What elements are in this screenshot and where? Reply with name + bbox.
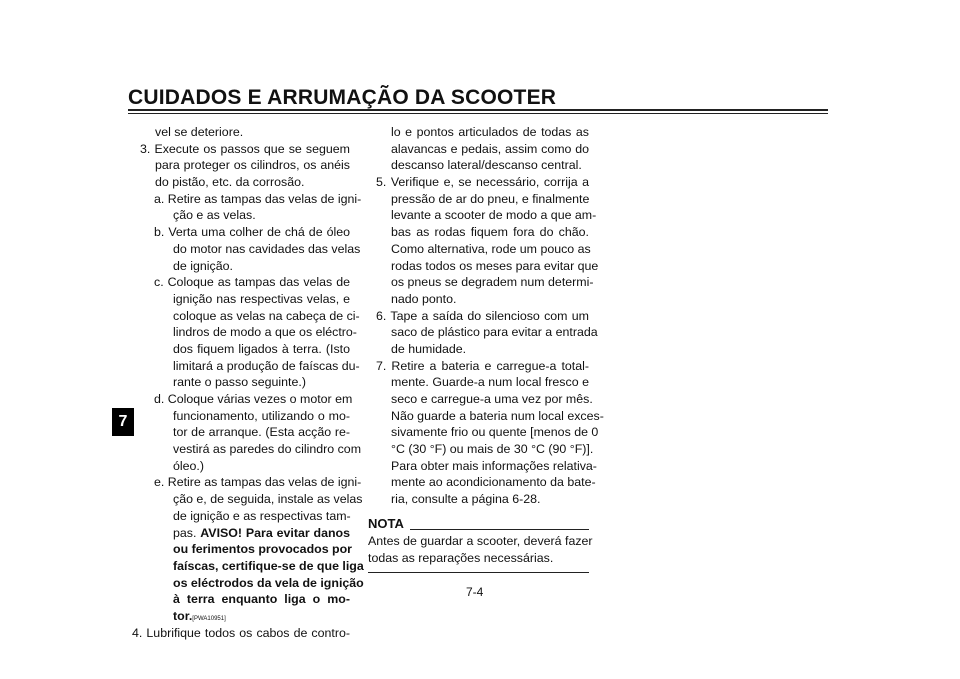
warning-text-1: AVISO! Para evitar danos	[200, 525, 350, 540]
text-line: de ignição e as respectivas tam-	[173, 508, 351, 523]
text-line: funcionamento, utilizando o mo-	[173, 408, 350, 423]
text-line: lindros de modo a que os eléctro-	[173, 325, 357, 340]
text-line: vestirá as paredes do cilindro com	[173, 442, 362, 457]
text-line: 6. Tape a saída do silencioso com um	[376, 308, 589, 323]
page-number: 7-4	[466, 585, 484, 599]
warning-line-3: faíscas, certifique-se de que liga	[173, 558, 364, 573]
text-line: °C (30 °F) ou mais de 30 °C (90 °F)].	[391, 442, 594, 457]
text-line: sivamente frio ou quente [menos de 0	[391, 425, 599, 440]
text-line: saco de plástico para evitar a entrada	[391, 325, 598, 340]
left-column-lines	[132, 124, 363, 525]
text-line: ção e, de seguida, instale as velas	[173, 492, 363, 507]
text-line: do motor nas cavidades das velas	[173, 241, 361, 256]
right-column-lines	[368, 124, 604, 508]
text-line: nado ponto.	[391, 291, 457, 306]
warning-line-1	[132, 525, 350, 542]
text-line: 3. Execute os passos que se seguem	[140, 141, 350, 156]
text-line: Não guarde a bateria num local exces-	[391, 408, 604, 423]
nota-header	[368, 516, 589, 533]
text-line: bas as rodas fiquem fora do chão.	[391, 225, 589, 240]
header-rule-thin	[128, 113, 828, 114]
text-line: alavancas e pedais, assim como do	[391, 141, 589, 156]
nota-rule	[410, 529, 589, 530]
nota-line-1: Antes de guardar a scooter, deverá fazer	[368, 533, 593, 548]
text-line: ria, consulte a página 6-28.	[391, 492, 541, 507]
right-column	[368, 124, 604, 573]
text-line: c. Coloque as tampas das velas de	[154, 275, 350, 290]
text-line: seco e carregue-a uma vez por mês.	[391, 392, 593, 406]
text-line: ção e as velas.	[173, 208, 256, 223]
text-line: 7. Retire a bateria e carregue-a total-	[376, 358, 589, 373]
text-line: Como alternativa, rode um pouco as	[391, 241, 591, 256]
text-line: descanso lateral/descanso central.	[391, 158, 582, 173]
warning-line-2: ou ferimentos provocados por	[173, 542, 352, 557]
nota-label: NOTA	[368, 516, 404, 532]
text-line: Para obter mais informações relativa-	[391, 458, 597, 473]
text-line: os pneus se degradem num determi-	[391, 275, 594, 290]
text-line: mente. Guarde-a num local fresco e	[391, 375, 589, 390]
nota-end-rule	[368, 572, 589, 573]
text-line: a. Retire as tampas das velas de igni-	[154, 191, 362, 206]
text-line: óleo.)	[173, 458, 204, 473]
text-line: ignição nas respectivas velas, e	[173, 291, 350, 306]
warning-text-6: tor.	[173, 608, 193, 623]
text-line: coloque as velas na cabeça de ci-	[173, 308, 360, 323]
text-line: d. Coloque várias vezes o motor em	[154, 392, 353, 406]
text-line: e. Retire as tampas das velas de igni-	[154, 475, 362, 490]
text-line: lo e pontos articulados de todas as	[391, 125, 589, 139]
text-line: de humidade.	[391, 341, 467, 356]
text-line: mente ao acondicionamento da bate-	[391, 475, 596, 490]
warning-line-5: à terra enquanto liga o mo-	[173, 592, 350, 607]
nota-line-2: todas as reparações necessárias.	[368, 550, 554, 565]
text-line: rodas todos os meses para evitar que	[391, 258, 599, 273]
text-line: para proteger os cilindros, os anéis	[155, 158, 350, 173]
text-line: pressão de ar do pneu, e finalmente	[391, 191, 590, 206]
warning-line-4: os eléctrodos da vela de ignição	[173, 575, 364, 590]
text-line: 5. Verifique e, se necessário, corrija a	[376, 175, 589, 190]
text-line: de ignição.	[173, 258, 233, 273]
text-line: do pistão, etc. da corrosão.	[155, 175, 305, 190]
text-line: dos fiquem ligados à terra. (Isto	[173, 341, 350, 356]
warning-code: [PWA10951]	[192, 615, 226, 622]
warning-line-6	[132, 608, 350, 625]
chapter-tab: 7	[112, 408, 134, 436]
text-line: limitará a produção de faíscas du-	[173, 358, 360, 373]
text-line: tor de arranque. (Esta acção re-	[173, 425, 350, 440]
text-line: rante o passo seguinte.)	[173, 375, 306, 390]
header-rule-thick	[128, 109, 828, 111]
warning-lead: pas.	[173, 525, 197, 540]
text-line: vel se deteriore.	[155, 125, 244, 139]
page-title: CUIDADOS E ARRUMAÇÃO DA SCOOTER	[128, 86, 557, 109]
text-line: levante a scooter de modo a que am-	[391, 208, 597, 223]
text-line: b. Verta uma colher de chá de óleo	[154, 225, 350, 240]
left-last-line: 4. Lubrifique todos os cabos de contro-	[132, 625, 350, 640]
left-column	[132, 124, 364, 641]
